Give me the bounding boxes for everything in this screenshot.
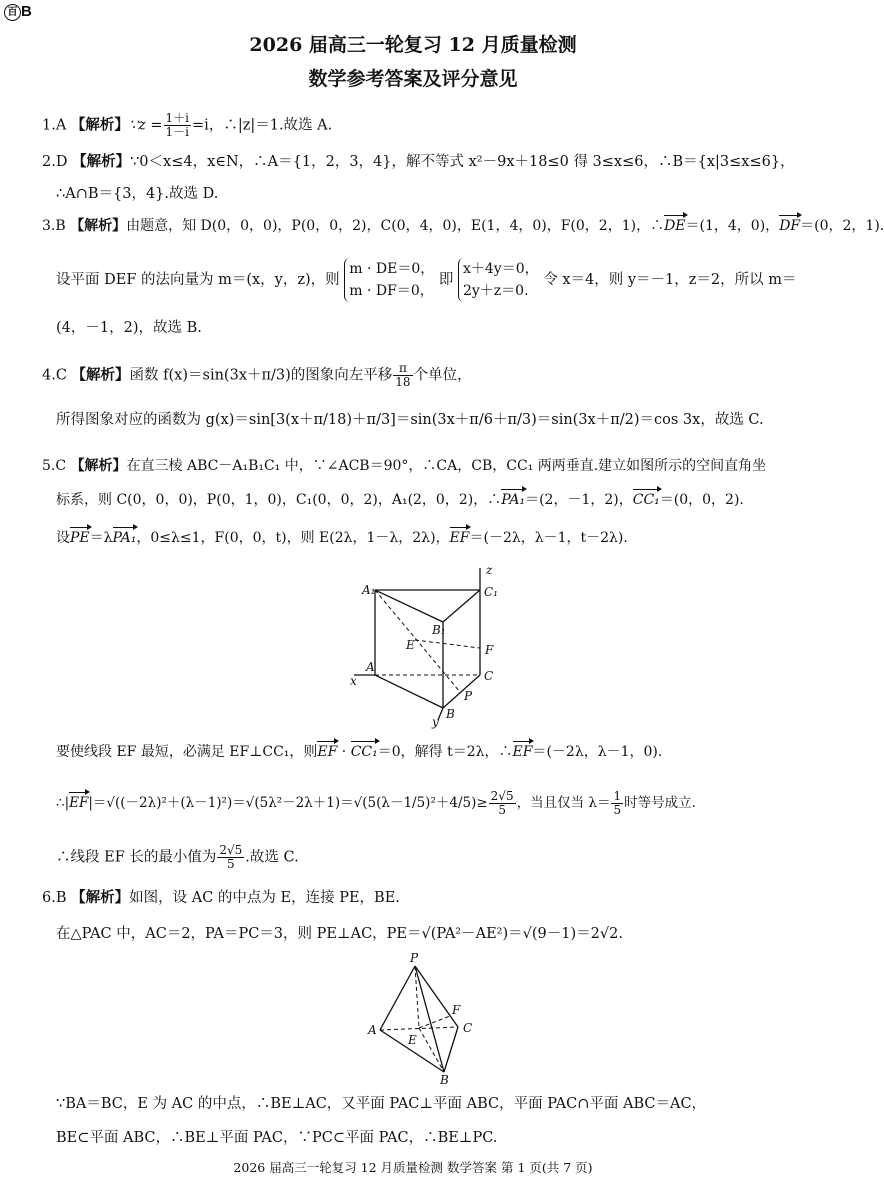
q6-fig-label-f: F (452, 1003, 461, 1017)
q5-vector-cc1-2: CC₁ (350, 744, 378, 760)
q5-line-3 (56, 528, 628, 548)
q5-answer-bottom: 5 (227, 857, 235, 871)
q2-text-1: ∵0＜x≤4，x∈N，∴A＝{1，2，3，4}，解不等式 x²－9x＋18≤0 得 3≤x≤6，∴B＝{x|3≤x≤6}， (130, 154, 795, 170)
q4-text-1a: 函数 f(x)＝sin(3x＋π/3)的图象向左平移 (129, 367, 393, 384)
q5-min-top: 2√5 (490, 789, 514, 803)
q6-text-1: 如图，设 AC 的中点为 E，连接 PE，BE. (129, 890, 400, 906)
q5-fig-label-y: y (432, 715, 439, 729)
q5-line-4 (56, 742, 662, 762)
q1-tag: 【解析】 (70, 116, 129, 134)
q6-number: 6.B (42, 890, 67, 906)
q5-line-1 (42, 456, 766, 476)
q5-fig-label-z: z (486, 563, 493, 577)
q6-line-3: ∵BA＝BC，E 为 AC 的中点，∴BE⊥AC，又平面 PAC⊥平面 ABC，平面 PAC∩平面 ABC＝AC， (56, 1096, 707, 1112)
q2-tag: 【解析】 (72, 153, 131, 170)
q3-vector-df: DF (779, 218, 801, 234)
q5-line-5 (56, 790, 696, 817)
q6-line-1 (42, 888, 400, 908)
q5-line-2 (56, 490, 744, 510)
q5-text-6a: ∴线段 EF 长的最小值为 (56, 849, 217, 866)
q5-text-4a: 要使线段 EF 最短，必满足 EF⊥CC₁，则 (56, 744, 318, 760)
q5-fig-label-b: B (446, 707, 455, 721)
q5-fig-label-a: A (366, 660, 375, 674)
q1-line (42, 112, 332, 139)
q2-number: 2.D (42, 154, 68, 170)
q5-fig-label-c: C (484, 669, 494, 683)
circle-mark: 百 (4, 4, 21, 21)
q2-line-1 (42, 152, 795, 172)
q4-shift-fraction (393, 362, 412, 389)
q6-fig-label-a: A (368, 1023, 377, 1037)
q5-fig-label-e: E (406, 638, 415, 652)
q5-answer-fraction (217, 844, 244, 871)
q3-line-3: (4，－1，2)，故选 B. (56, 320, 202, 336)
q5-min-fraction (489, 790, 516, 817)
q5-min-bottom: 5 (498, 803, 506, 817)
q3-text-2a: 设平面 DEF 的法向量为 m＝(x，y，z)，则 (56, 272, 340, 288)
q3-text-1c: ＝(0，2，1). (800, 218, 884, 234)
q5-lambda-fraction (611, 790, 623, 817)
q1-frac-bottom: 1－i (165, 125, 190, 139)
q5-vector-pa1: PA₁ (501, 492, 526, 508)
q2-line-2: ∴A∩B＝{3，4}.故选 D. (56, 186, 219, 202)
q3-sys2-row2: 2y＋z＝0. (462, 283, 529, 299)
q5-lambda-bottom: 5 (613, 803, 622, 817)
q1-fraction (164, 112, 191, 139)
q5-vector-pe: PE (70, 530, 90, 546)
q5-vector-ef-2: EF (317, 744, 338, 760)
q5-text-2c: ＝(0，0，2). (659, 492, 744, 508)
q1-frac-top: 1＋i (165, 111, 190, 125)
q5-vector-ef: EF (449, 530, 470, 546)
q5-fig-label-c1: C₁ (484, 585, 498, 599)
q3-text-2c: 令 x＝4，则 y＝－1，z＝2，所以 m＝ (543, 272, 797, 288)
page-subtitle: 数学参考答案及评分意见 (308, 68, 518, 90)
q4-number: 4.C (42, 367, 67, 384)
q4-line-2: 所得图象对应的函数为 g(x)＝sin[3(x＋π/18)＋π/3]＝sin(3x＋π/6＋π/3)＝sin(3x＋π/2)＝cos 3x，故选 C. (56, 412, 764, 428)
q5-text-3c: ，0≤λ≤1，F(0，0，t)，则 E(2λ，1－λ，2λ)， (136, 530, 450, 546)
q5-text-4c: ＝0，解得 t＝2λ，∴ (377, 744, 513, 760)
q5-tag: 【解析】 (70, 458, 127, 474)
q5-vector-cc1: CC₁ (632, 492, 660, 508)
badge-letter: B (21, 3, 32, 20)
q3-line-1 (42, 216, 884, 236)
page-footer: 2026 届高三一轮复习 12 月质量检测 数学答案 第 1 页(共 7 页) (233, 1160, 593, 1175)
q3-sys1-row1: m · DE＝0， (349, 261, 435, 277)
q5-fig-label-a1: A₁ (362, 583, 376, 597)
q6-tetrahedron-figure (360, 952, 490, 1087)
q5-text-4b: · (337, 744, 351, 760)
edition-badge (4, 3, 32, 21)
q5-lambda-top: 1 (613, 789, 622, 803)
q3-tag: 【解析】 (70, 218, 127, 234)
q5-vector-ef-3: EF (512, 744, 533, 760)
q5-line-6 (56, 844, 299, 871)
q3-system-1 (344, 258, 434, 302)
q5-answer-top: 2√5 (219, 843, 243, 857)
q3-text-2b: 即 (438, 272, 454, 288)
q5-vector-pa1-b: PA₁ (112, 530, 137, 546)
q1-pre: ∵z = (128, 117, 163, 134)
q5-text-5c: ，当且仅当 λ＝ (516, 795, 611, 811)
q4-shift-top: π (393, 362, 412, 376)
q6-fig-label-c: C (463, 1021, 473, 1035)
q5-number: 5.C (42, 458, 67, 474)
q5-fig-label-x: x (350, 674, 357, 688)
q3-text-1b: ＝(1，4，0)， (685, 218, 780, 234)
q5-text-5a: ∴| (56, 795, 70, 811)
q5-text-1: 在直三棱 ABC－A₁B₁C₁ 中，∵∠ACB＝90°，∴CA，CB，CC₁ 两两垂直.建立如图所示的空间直角坐 (126, 458, 767, 474)
q5-text-4d: ＝(－2λ，λ－1，0). (532, 744, 663, 760)
q3-line-2 (56, 256, 796, 304)
q5-text-5b: |＝√((－2λ)²＋(λ－1)²)＝√(5λ²－2λ＋1)＝√(5(λ－1/5)²＋4/5)≥ (88, 795, 488, 811)
q5-text-2a: 标系，则 C(0，0，0)，P(0，1，0)，C₁(0，0，2)，A₁(2，0，2)，∴ (56, 492, 502, 508)
q5-text-3b: ＝λ (89, 530, 113, 546)
q5-vector-ef-4: EF (69, 795, 89, 811)
q6-tag: 【解析】 (71, 889, 130, 906)
page-title: 2026 届高三一轮复习 12 月质量检测 (249, 34, 577, 56)
q5-text-3d: ＝(－2λ，λ－1，t－2λ). (469, 530, 628, 546)
q4-line-1 (42, 362, 472, 389)
q5-prism-figure (340, 560, 520, 730)
q6-fig-label-b: B (440, 1073, 449, 1087)
q3-sys1-row2: m · DF＝0， (349, 283, 434, 299)
q5-fig-label-p: P (464, 689, 473, 703)
q3-number: 3.B (42, 218, 66, 234)
q5-text-5d: 时等号成立. (624, 795, 696, 811)
q6-line-4: BE⊂平面 ABC，∴BE⊥平面 PAC，∵PC⊂平面 PAC，∴BE⊥PC. (56, 1130, 498, 1146)
q5-text-2b: ＝(2，－1，2)， (525, 492, 633, 508)
q1-post: =i，∴|z|＝1.故选 A. (192, 117, 333, 134)
q3-text-1: 由题意，知 D(0，0，0)，P(0，0，2)，C(0，4，0)，E(1，4，0)，F(0，2，1)，∴ (126, 218, 665, 234)
q5-fig-label-f: F (485, 643, 494, 657)
q4-shift-bottom: 18 (395, 375, 411, 389)
q4-text-1b: 个单位， (413, 367, 472, 384)
q6-fig-label-p: P (410, 951, 419, 965)
q3-vector-de: DE (664, 218, 686, 234)
q6-fig-label-e: E (408, 1033, 417, 1047)
q4-tag: 【解析】 (71, 366, 130, 384)
q5-fig-label-b1: B₁ (432, 623, 446, 637)
q6-line-2: 在△PAC 中，AC＝2，PA＝PC＝3，则 PE⊥AC，PE＝√(PA²－AE²)＝√(9－1)＝2√2. (56, 926, 623, 942)
q5-text-6b: .故选 C. (245, 849, 299, 866)
q3-sys2-row1: x＋4y＝0， (462, 261, 539, 277)
q3-system-2 (458, 258, 539, 302)
q1-number: 1.A (42, 117, 67, 134)
q5-text-3a: 设 (56, 530, 70, 546)
